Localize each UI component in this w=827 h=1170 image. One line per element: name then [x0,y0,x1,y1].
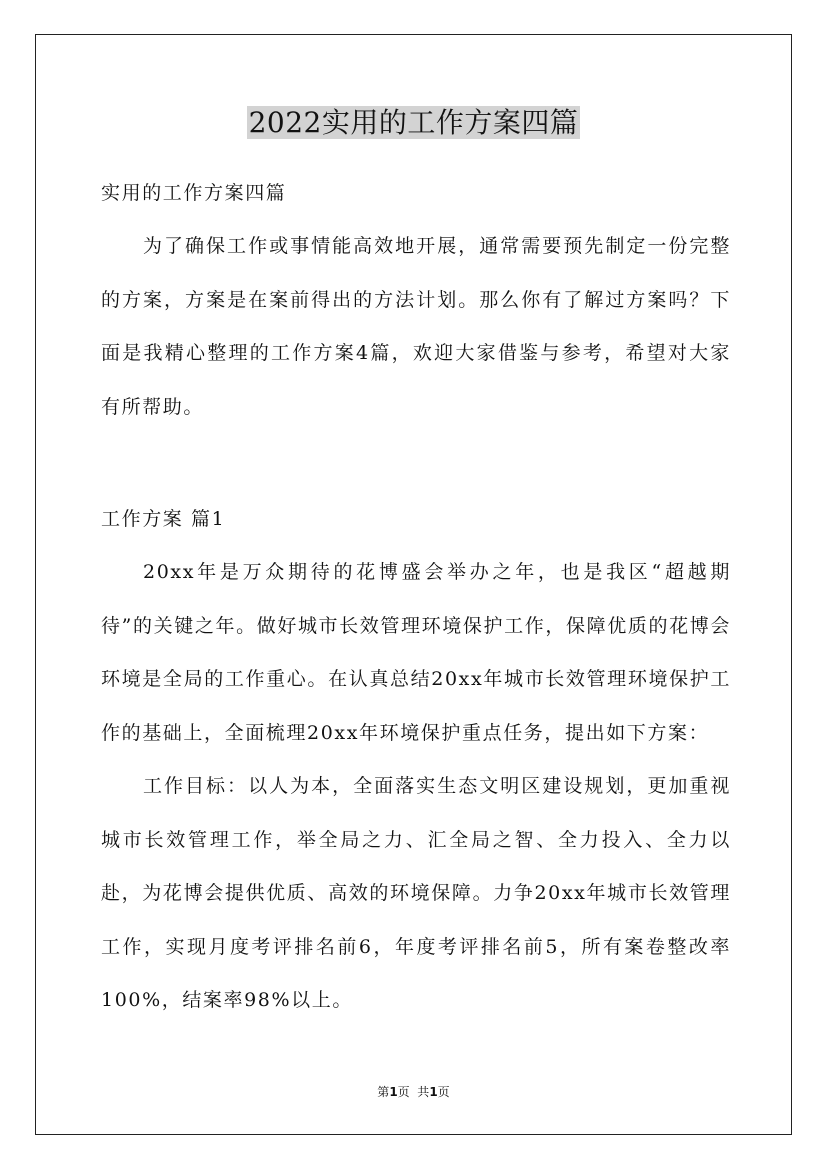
body-paragraph-2: 工作目标：以人为本，全面落实生态文明区建设规划，更加重视城市长效管理工作，举全局之力、汇全局之智、全力投入、全力以赴，为花博会提供优质、高效的环境保障。力争20xx年城市长效管理工作，实现月度考评排名前6，年度考评排名前5，所有案卷整改率100%，结案率98%以上。 [101,775,731,1011]
document-title-text: 2022实用的工作方案四篇 [248,106,579,139]
section-body [101,546,731,1028]
footer-mid: 页 共 [397,1085,430,1099]
document-subtitle: 实用的工作方案四篇 [101,182,287,204]
body-paragraph-1: 20xx年是万众期待的花博盛会举办之年，也是我区“超越期待”的关键之年。做好城市长效管理环境保护工作，保障优质的花博会环境是全局的工作重心。在认真总结20xx年城市长效管理环境保护工作的基础上，全面梳理20xx年环境保护重点任务，提出如下方案： [101,561,731,744]
document-title [0,103,827,143]
footer-page-total: 1 [429,1085,438,1099]
footer-prefix: 第 [377,1085,390,1099]
intro-paragraph: 为了确保工作或事情能高效地开展，通常需要预先制定一份完整的方案，方案是在案前得出的方法计划。那么你有了解过方案吗？下面是我精心整理的工作方案4篇，欢迎大家借鉴与参考，希望对大家有所帮助。 [101,235,731,418]
footer-page-number: 1 [389,1085,398,1099]
intro-block [101,220,731,434]
footer-suffix: 页 [437,1085,450,1099]
section-heading: 工作方案 篇1 [101,508,226,530]
page-footer [0,1083,827,1101]
